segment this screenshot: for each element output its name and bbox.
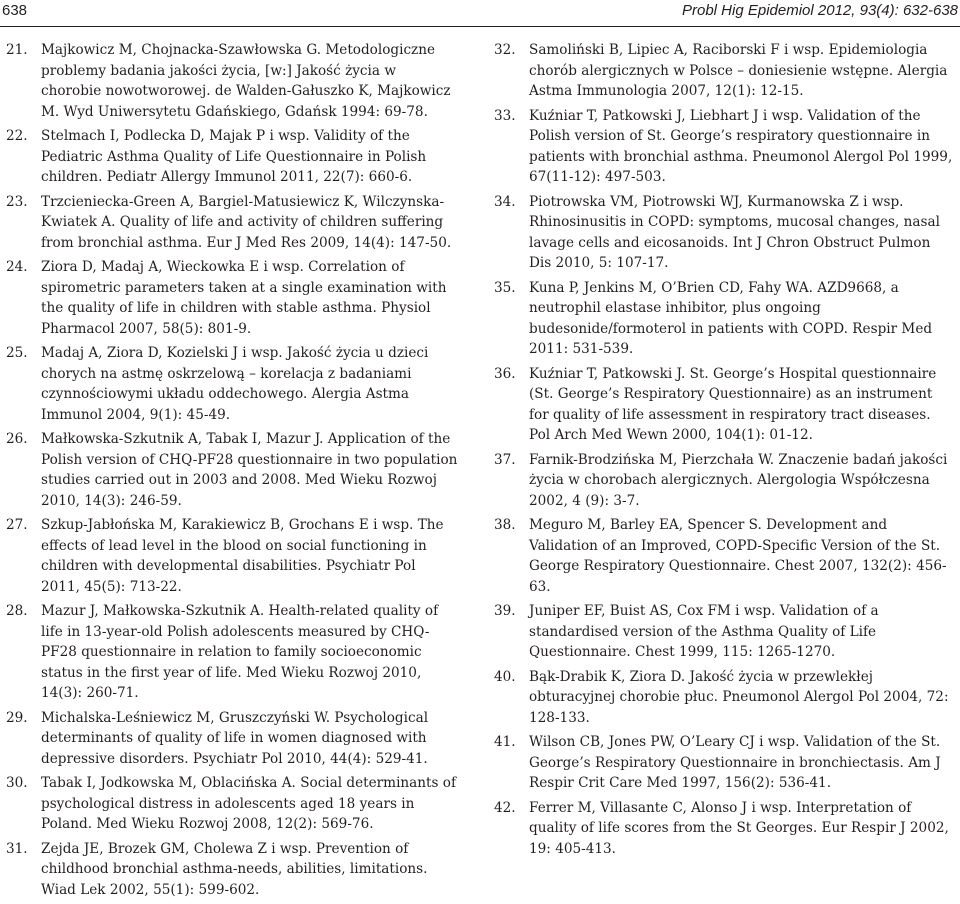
reference-text: Juniper EF, Buist AS, Cox FM i wsp. Validation of a standardised version of the Asthma Quality of Life Questionnaire. Chest 1999, 115: 1265-1270. [529,603,879,660]
reference-item [6,839,458,901]
reference-item [6,429,458,511]
reference-item [494,192,955,274]
reference-item [6,126,458,188]
reference-text: Trzcieniecka-Green A, Bargiel-Matusiewicz K, Wilczynska-Kwiatek A. Quality of life and activity of children suffering from bronchial asthma. Eur J Med Res 2009, 14(4): 147-50. [41,193,452,251]
reference-number: 42. [494,799,516,816]
reference-item [494,450,955,512]
reference-number: 21. [6,42,28,58]
reference-text: Ziora D, Madaj A, Wieckowka E i wsp. Correlation of spirometric parameters taken at a single examination with the quality of life in children with stable asthma. Physiol Pharmacol 2007, 58(5): 801-9. [41,259,447,337]
reference-item [6,257,458,339]
reference-number: 25. [6,345,28,361]
reference-item [494,106,955,188]
reference-number: 28. [6,603,28,619]
reference-number: 26. [6,431,28,447]
reference-item [494,40,955,102]
reference-text: Kuźniar T, Patkowski J, Liebhart J i wsp. Validation of the Polish version of St. George’s respiratory questionnaire in patients with bronchial asthma. Pneumonol Alergol Pol 1999, 67(11-12): 497-503. [529,107,953,185]
reference-text: Meguro M, Barley EA, Spencer S. Development and Validation of an Improved, COPD-Specific Version of the St. George Respiratory Questionnaire. Chest 2007, 132(2): 456-63. [529,517,947,595]
reference-number: 41. [494,734,516,750]
reference-text: Stelmach I, Podlecka D, Majak P i wsp. Validity of the Pediatric Asthma Quality of Life Questionnaire in Polish children. Pediatr Allergy Immunol 2011, 22(7): 660-6. [41,128,427,185]
reference-number: 30. [6,775,28,791]
reference-item [6,343,458,425]
reference-text: Michalska-Leśniewicz M, Gruszczyński W. Psychological determinants of quality of life in women diagnosed with depressive disorders. Psychiatr Pol 2010, 44(4): 529-41. [41,709,429,767]
reference-text: Wilson CB, Jones PW, O’Leary CJ i wsp. Validation of the St. George’s Respiratory Questionnaire in bronchiectasis. Am J Respir Crit Care Med 1997, 156(2): 536-41. [529,734,941,791]
reference-item [494,515,955,597]
reference-text: Madaj A, Ziora D, Kozielski J i wsp. Jakość życia u dzieci chorych na astmę oskrzelową – korelacja z badaniami czynnościowymi układu oddechowego. Alergia Astma Immunol 2004, 9(1): 45-49. [41,345,429,423]
reference-item [6,601,458,704]
reference-text: Kuźniar T, Patkowski J. St. George’s Hospital questionnaire (St. George’s Respiratory Questionnaire) as an instrument for quality of life assessment in respiratory tract diseases. Pol Arch Med Wewn 2000, 104(1): 01-12. [529,365,937,443]
reference-number: 22. [6,128,28,144]
reference-text: Majkowicz M, Chojnacka-Szawłowska G. Metodologiczne problemy badania jakości życia, [w:] Jakość życia w chorobie nowotworowej. de Walden-Gałuszko K, Majkowicz M. Wyd Uniwersytetu Gdańskiego, Gdańsk 1994: 69-78. [41,42,451,120]
reference-text: Farnik-Brodzińska M, Pierzchała W. Znaczenie badań jakości życia w chorobach alergicznych. Alergologia Współczesna 2002, 4 (9): 3-7. [529,451,948,509]
reference-text: Zejda JE, Brozek GM, Cholewa Z i wsp. Prevention of childhood bronchial asthma-needs, abilities, limitations. Wiad Lek 2002, 55(1): 599-602. [41,840,428,898]
reference-item [494,732,955,794]
reference-number: 38. [494,517,516,533]
header-rule [0,26,960,27]
reference-item [494,601,955,663]
reference-text: Małkowska-Szkutnik A, Tabak I, Mazur J. Application of the Polish version of CHQ-PF28 questionnaire in two population studies carried out in 2003 and 2008. Med Wieku Rozwoj 2010, 14(3): 246-59. [41,431,458,509]
reference-number: 29. [6,709,28,726]
reference-item [494,278,955,360]
reference-number: 31. [6,840,28,857]
references-left-column [6,40,458,904]
page-number: 638 [2,2,28,19]
reference-text: Szkup-Jabłońska M, Karakiewicz B, Grochans E i wsp. The effects of lead level in the blood on social functioning in children with developmental disabilities. Psychiatr Pol 2011, 45(5): 713-22. [41,517,444,595]
reference-number: 36. [494,365,516,382]
reference-item [494,667,955,729]
reference-item [6,515,458,597]
reference-number: 24. [6,259,28,275]
reference-number: 34. [494,193,516,210]
reference-text: Samoliński B, Lipiec A, Raciborski F i wsp. Epidemiologia chorób alergicznych w Polsce – doniesienie wstępne. Alergia Astma Immunologia 2007, 12(1): 12-15. [529,42,948,99]
reference-number: 23. [6,193,28,210]
reference-text: Piotrowska VM, Piotrowski WJ, Kurmanowska Z i wsp. Rhinosinusitis in COPD: symptoms, mucosal changes, nasal lavage cells and eicosanoids. Int J Chron Obstruct Pulmon Dis 2010, 5: 107-17. [529,193,940,271]
reference-number: 32. [494,42,516,58]
reference-item [6,708,458,770]
reference-number: 39. [494,603,516,619]
reference-number: 37. [494,451,516,468]
reference-number: 33. [494,107,516,124]
page-header [0,0,960,22]
reference-item [6,40,458,122]
reference-item [494,798,955,860]
reference-text: Tabak I, Jodkowska M, Oblacińska A. Social determinants of psychological distress in adolescents aged 18 years in Poland. Med Wieku Rozwoj 2008, 12(2): 569-76. [41,775,457,832]
reference-text: Ferrer M, Villasante C, Alonso J i wsp. Interpretation of quality of life scores from the St Georges. Eur Respir J 2002, 19: 405-413. [529,799,949,857]
reference-number: 40. [494,668,516,685]
reference-item [6,773,458,835]
reference-number: 27. [6,517,28,533]
reference-text: Kuna P, Jenkins M, O’Brien CD, Fahy WA. AZD9668, a neutrophil elastase inhibitor, plus ongoing budesonide/formoterol in patients with COPD. Respir Med 2011: 531-539. [529,279,933,357]
journal-citation: Probl Hig Epidemiol 2012, 93(4): 632-638 [682,2,958,19]
reference-item [494,364,955,446]
references-right-column [494,40,955,863]
reference-text: Bąk-Drabik K, Ziora D. Jakość życia w przewlekłej obturacyjnej chorobie płuc. Pneumonol Alergol Pol 2004, 72: 128-133. [529,668,949,726]
reference-text: Mazur J, Małkowska-Szkutnik A. Health-related quality of life in 13-year-old Polish adolescents measured by CHQ-PF28 questionnaire in relation to family socioeconomic status in the first year of life. Med Wieku Rozwoj 2010, 14(3): 260-71. [41,603,439,701]
reference-number: 35. [494,279,516,296]
reference-item [6,192,458,254]
